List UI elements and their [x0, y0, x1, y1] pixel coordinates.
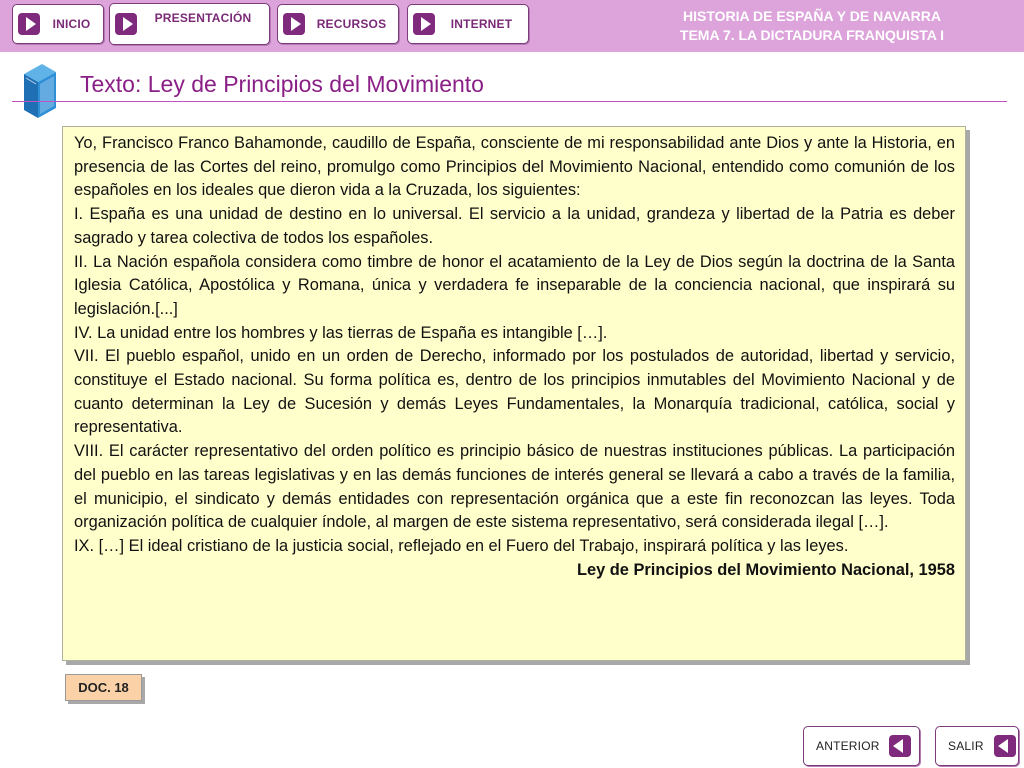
play-icon [413, 13, 435, 35]
doc-source: Ley de Principios del Movimiento Nacional, 1958 [576, 560, 955, 579]
play-icon [283, 13, 305, 35]
doc-paragraph: VII. El pueblo español, unido en un orden de Derecho, informado por los postulados de autoridad, libertad y servicio, constituye el Estado nacional. Su forma política es, dentro de los principios inmutables del Movimiento Nacional y de cuanto determinan la Ley de Sucesión y demás Leyes Fundamentales, la Monarquía tradicional, católica, social y representativa. [74, 347, 955, 437]
salir-button[interactable] [935, 726, 1019, 766]
anterior-label: ANTERIOR [816, 739, 880, 753]
salir-label: SALIR [948, 739, 984, 753]
doc-paragraph: VIII. El carácter representativo del orden político es principio básico de nuestras instituciones públicas. La participación del pueblo en las tareas legislativas y en las demás funciones de interés general se llevará a cabo a través de la familia, el municipio, el sindicato y demás entidades con representación orgánica que a este fin reconozcan las leyes. Toda organización política de cualquier índole, al margen de este sistema representativo, será considerada ilegal […]. [74, 442, 955, 532]
doc-number-label: DOC. 18 [65, 674, 142, 701]
doc-paragraph: IV. La unidad entre los hombres y las tierras de España es intangible […]. [74, 323, 608, 342]
nav-recursos-label: RECURSOS [316, 17, 387, 31]
doc-paragraph: I. España es una unidad de destino en lo universal. El servicio a la unidad, grandeza y libertad de la Patria es deber sagrado y tarea colectiva de todos los españoles. [74, 205, 955, 247]
nav-recursos-button[interactable] [277, 4, 399, 44]
back-icon [889, 735, 911, 757]
doc-paragraph: II. La Nación española considera como timbre de honor el acatamiento de la Ley de Dios según la doctrina de la Santa Iglesia Católica, Apostólica y Romana, única y verdadera fe inseparable de la conciencia nacional, que inspirará su legislación.[...] [74, 252, 955, 318]
nav-inicio-label: INICIO [52, 17, 91, 31]
book-icon [20, 62, 60, 120]
header-bar [0, 0, 1024, 52]
title-underline [12, 101, 1007, 102]
nav-presentacion-button[interactable] [109, 3, 270, 45]
subject-heading [632, 7, 992, 45]
play-icon [115, 13, 137, 35]
subject-line-1: HISTORIA DE ESPAÑA Y DE NAVARRA [682, 8, 941, 24]
nav-presentacion-label: PRESENTACIÓN [154, 11, 252, 25]
doc-paragraph: IX. […] El ideal cristiano de la justicia social, reflejado en el Fuero del Trabajo, inspirará política y las leyes. [74, 536, 849, 555]
nav-inicio-button[interactable] [12, 4, 104, 44]
play-icon [18, 13, 40, 35]
doc-paragraph: Yo, Francisco Franco Bahamonde, caudillo de España, consciente de mi responsabilidad ante Dios y ante la Historia, en presencia de las Cortes del reino, promulgo como Principios del Movimiento Nacional, entendido como comunión de los españoles en los ideales que dieron vida a la Cruzada, los siguientes: [74, 134, 955, 200]
page-title: Texto: Ley de Principios del Movimiento [80, 71, 484, 97]
nav-internet-label: INTERNET [450, 17, 513, 31]
anterior-button[interactable] [803, 726, 920, 766]
nav-internet-button[interactable] [407, 4, 529, 44]
subject-line-2: TEMA 7. LA DICTADURA FRANQUISTA I [679, 27, 945, 43]
document-text-box [62, 126, 966, 661]
back-icon [994, 735, 1016, 757]
